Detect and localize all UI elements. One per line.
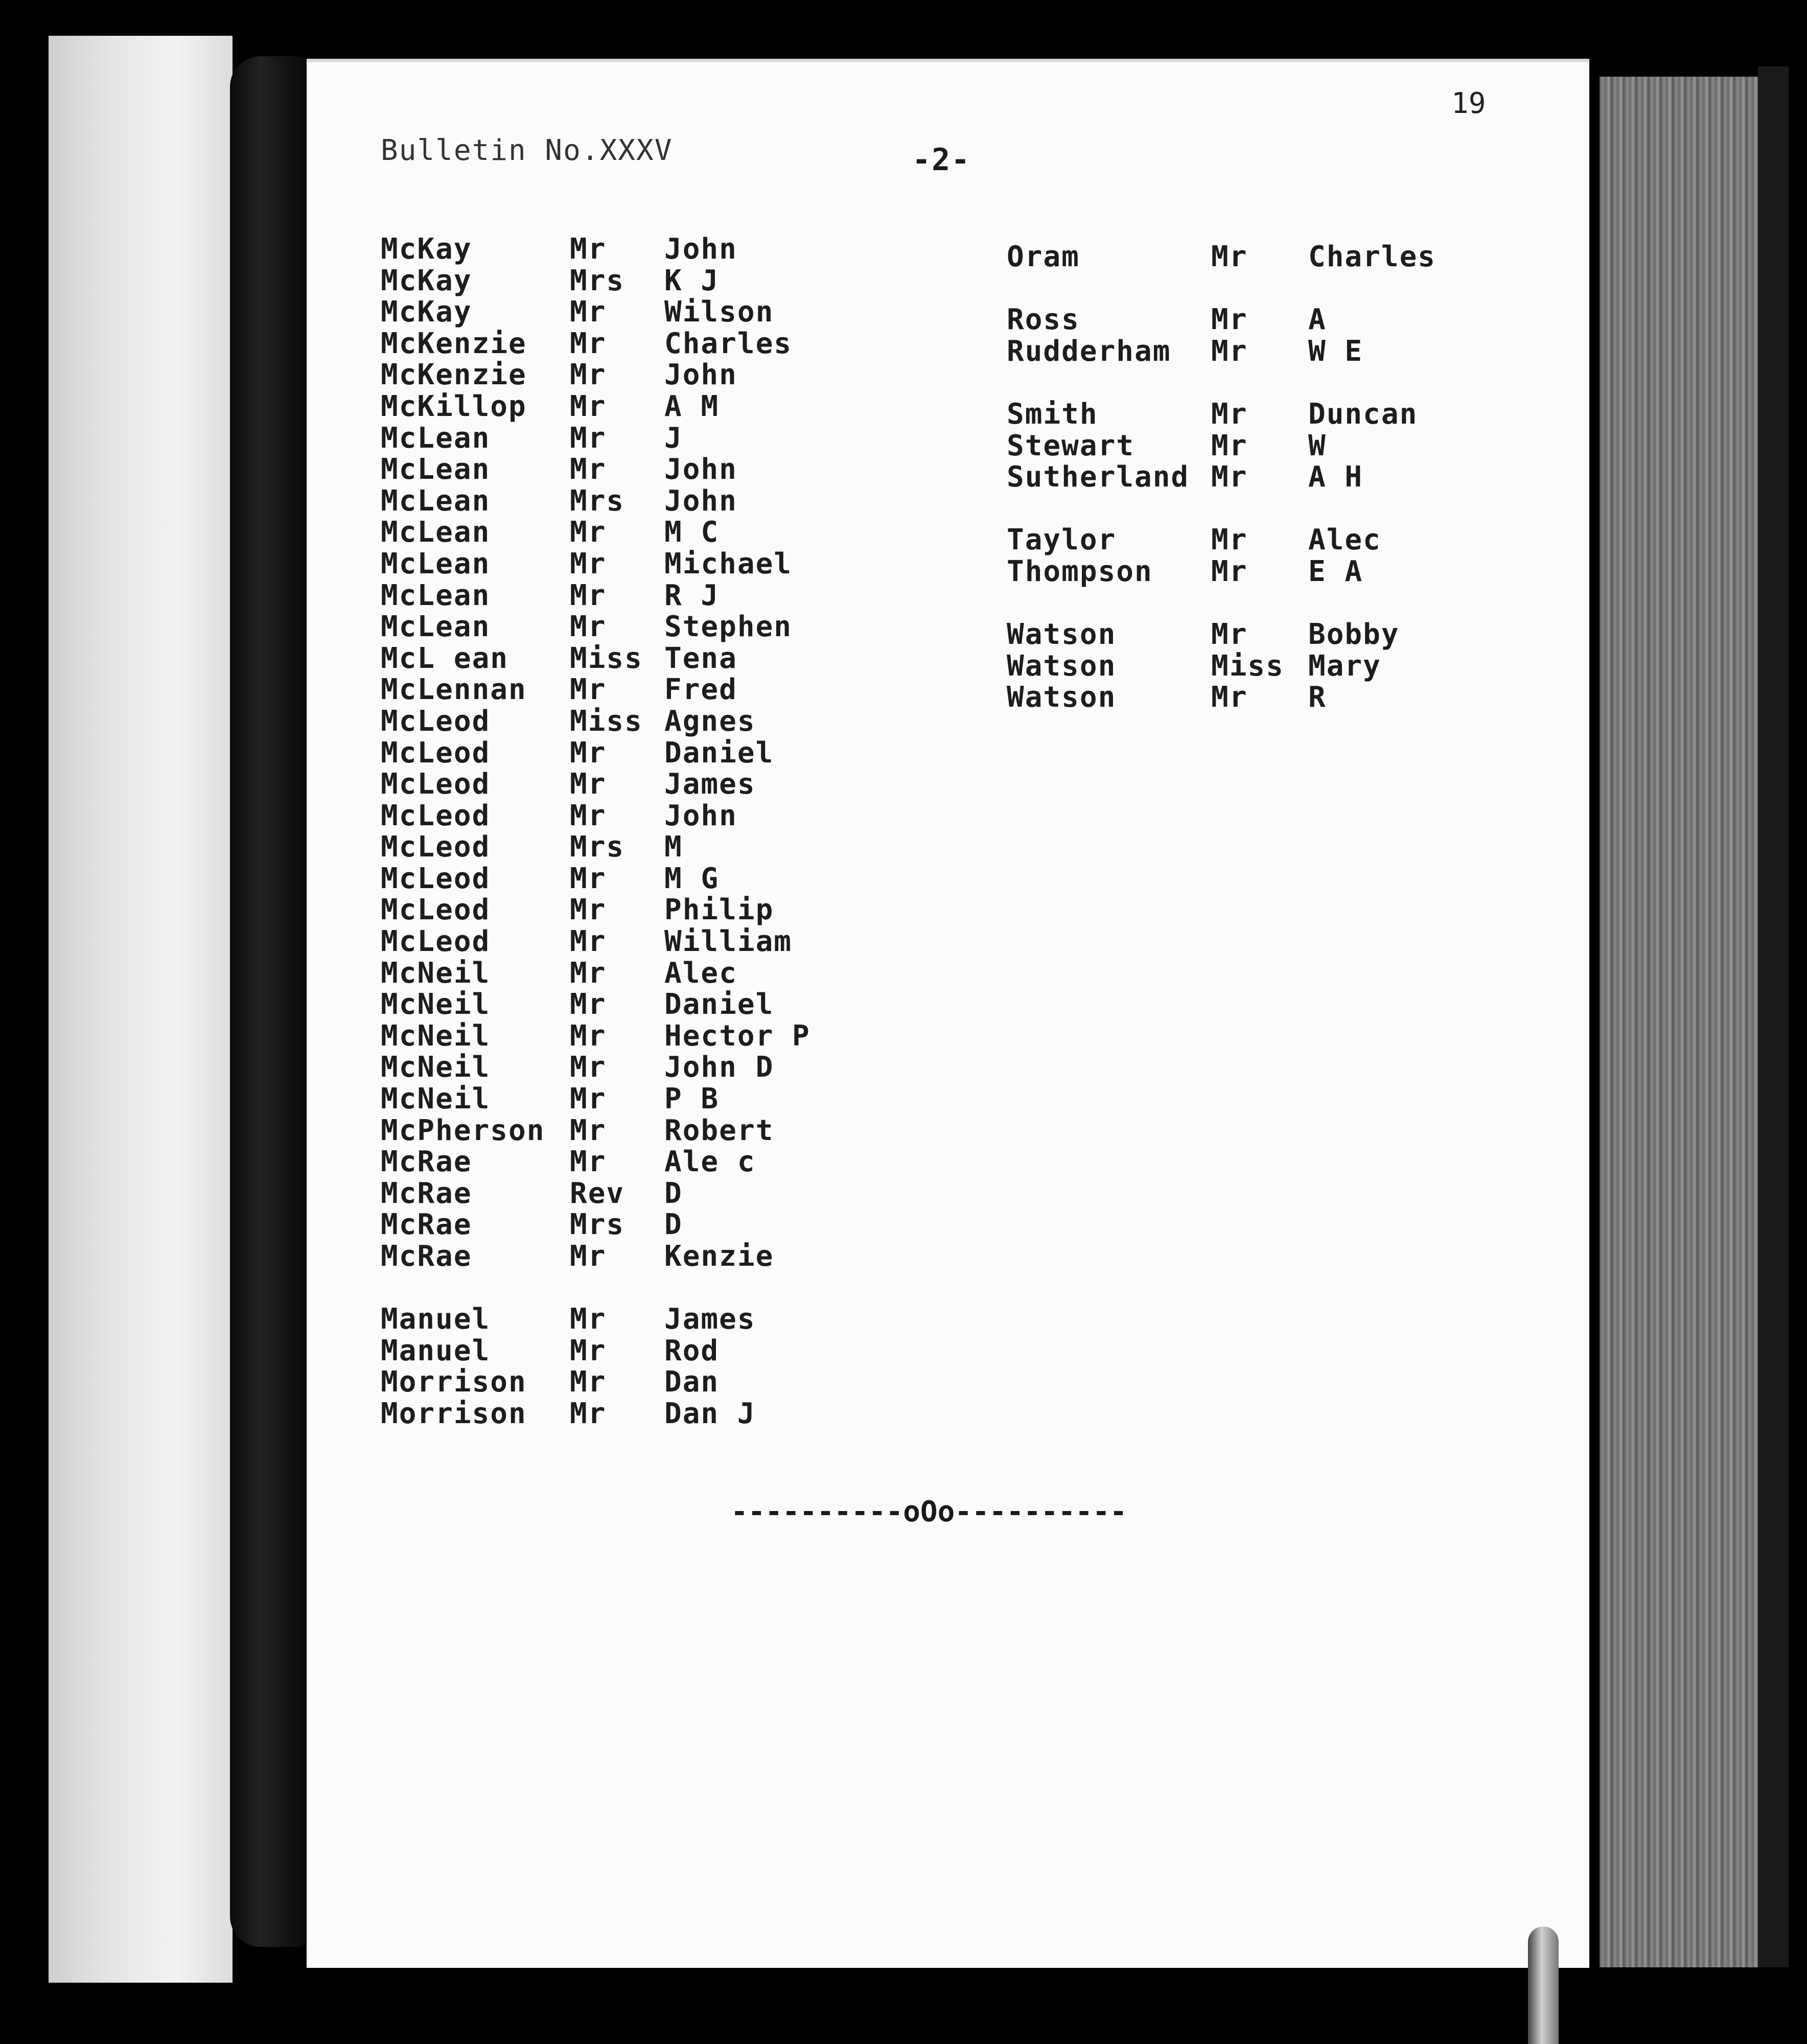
entry-surname: McNeil	[381, 988, 491, 1021]
entry-title: Mr	[570, 327, 607, 360]
entry-title: Mr	[570, 358, 607, 392]
entry-surname: Morrison	[381, 1365, 527, 1399]
entry-given: Robert	[664, 1113, 774, 1147]
entry-given: Michael	[664, 547, 793, 580]
entry-surname: McNeil	[381, 956, 491, 990]
entry-given: Duncan	[1308, 397, 1418, 431]
entry-title: Mr	[570, 862, 607, 895]
entry-surname: McLeod	[381, 925, 491, 959]
entry-surname: Morrison	[381, 1397, 527, 1430]
entry-given: R	[1308, 681, 1327, 714]
entry-given: James	[664, 768, 756, 801]
entry-surname: Watson	[1007, 618, 1117, 652]
pen-tip	[1528, 1926, 1559, 2044]
entry-title: Mr	[570, 988, 607, 1021]
entry-surname: McLean	[381, 453, 491, 486]
entry-title: Mr	[570, 736, 607, 770]
entry-title: Mr	[570, 1240, 607, 1273]
entry-given: Daniel	[664, 736, 774, 770]
entry-given: M	[664, 830, 683, 864]
entry-title: Mr	[570, 1303, 607, 1336]
entry-title: Mr	[1211, 240, 1248, 273]
entry-title: Mr	[570, 1019, 607, 1053]
entry-surname: McLeod	[381, 893, 491, 927]
entry-title: Mr	[570, 516, 607, 549]
entry-title: Miss	[570, 641, 643, 675]
entry-surname: McKay	[381, 264, 472, 297]
entry-given: Ale c	[664, 1145, 756, 1179]
entry-title: Mr	[1211, 523, 1248, 557]
entry-title: Mr	[570, 768, 607, 801]
entry-given: Charles	[1308, 240, 1437, 273]
entry-title: Mr	[570, 453, 607, 486]
entry-given: Mary	[1308, 649, 1381, 683]
entry-given: John	[664, 799, 737, 832]
entry-title: Mr	[1211, 397, 1248, 431]
entry-title: Mr	[570, 956, 607, 990]
entry-surname: Manuel	[381, 1334, 491, 1367]
entry-given: Dan J	[664, 1397, 756, 1430]
entry-surname: McLean	[381, 484, 491, 518]
entry-given: A M	[664, 389, 720, 423]
entry-surname: McNeil	[381, 1082, 491, 1116]
entry-title: Mr	[570, 799, 607, 832]
entry-given: M C	[664, 516, 720, 549]
entry-given: John	[664, 358, 737, 392]
entry-title: Mrs	[570, 830, 625, 864]
entry-given: Alec	[1308, 523, 1381, 557]
entry-given: M G	[664, 862, 720, 895]
entry-given: Rod	[664, 1334, 720, 1367]
entry-surname: Sutherland	[1007, 460, 1190, 494]
page-edges-shade	[1758, 66, 1789, 1967]
end-mark: ----------oOo----------	[731, 1495, 1127, 1528]
entry-title: Mr	[570, 547, 607, 580]
entry-surname: McLeod	[381, 799, 491, 832]
entry-given: W	[1308, 429, 1327, 462]
entry-surname: Rudderham	[1007, 334, 1171, 368]
entry-surname: McLeod	[381, 768, 491, 801]
entry-given: Fred	[664, 673, 737, 707]
entry-surname: McLean	[381, 516, 491, 549]
entry-given: John	[664, 453, 737, 486]
entry-title: Mr	[1211, 334, 1248, 368]
entry-surname: McKenzie	[381, 327, 527, 360]
entry-title: Miss	[570, 704, 643, 738]
entry-title: Mr	[1211, 554, 1248, 588]
entry-surname: McLeod	[381, 830, 491, 864]
entry-surname: McLean	[381, 421, 491, 455]
entry-title: Mr	[1211, 460, 1248, 494]
entry-surname: McLean	[381, 578, 491, 612]
entry-surname: Stewart	[1007, 429, 1135, 462]
entry-surname: McL ean	[381, 641, 509, 675]
page-number: 19	[1451, 87, 1486, 120]
entry-surname: Manuel	[381, 1303, 491, 1336]
entry-title: Mrs	[570, 264, 625, 297]
entry-given: John	[664, 484, 737, 518]
entry-surname: Taylor	[1007, 523, 1117, 557]
entry-given: J	[664, 421, 683, 455]
entry-title: Miss	[1211, 649, 1284, 683]
entry-given: William	[664, 925, 793, 959]
entry-title: Mr	[570, 389, 607, 423]
entry-title: Mr	[570, 610, 607, 644]
entry-given: Tena	[664, 641, 737, 675]
entry-surname: Ross	[1007, 303, 1080, 337]
entry-title: Mr	[570, 1397, 607, 1430]
entry-given: Stephen	[664, 610, 793, 644]
entry-title: Mr	[570, 1365, 607, 1399]
entry-given: Hector P	[664, 1019, 810, 1053]
entry-surname: McKenzie	[381, 358, 527, 392]
entry-title: Mr	[1211, 429, 1248, 462]
entry-surname: McRae	[381, 1208, 472, 1242]
entry-surname: Watson	[1007, 649, 1117, 683]
entry-given: Wilson	[664, 295, 774, 329]
entry-given: Daniel	[664, 988, 774, 1021]
entry-title: Mr	[570, 1082, 607, 1116]
entry-given: John D	[664, 1051, 774, 1084]
entry-surname: Smith	[1007, 397, 1098, 431]
entry-surname: McLeod	[381, 736, 491, 770]
entry-given: Kenzie	[664, 1240, 774, 1273]
entry-given: Agnes	[664, 704, 756, 738]
entry-title: Mr	[570, 673, 607, 707]
page-edges	[1600, 77, 1758, 1967]
entry-surname: McLean	[381, 547, 491, 580]
entry-given: A	[1308, 303, 1327, 337]
entry-title: Mr	[570, 1051, 607, 1084]
entry-given: Bobby	[1308, 618, 1400, 652]
entry-surname: Oram	[1007, 240, 1080, 273]
entry-title: Mr	[570, 421, 607, 455]
entry-surname: McLeod	[381, 704, 491, 738]
entry-surname: McKillop	[381, 389, 527, 423]
entry-given: Alec	[664, 956, 737, 990]
entry-title: Mr	[570, 233, 607, 266]
entry-surname: McKay	[381, 295, 472, 329]
entry-surname: McLeod	[381, 862, 491, 895]
entry-given: John	[664, 233, 737, 266]
entry-given: A H	[1308, 460, 1363, 494]
entry-surname: Thompson	[1007, 554, 1153, 588]
bulletin-title: Bulletin No.XXXV	[381, 134, 673, 167]
entry-given: P B	[664, 1082, 720, 1116]
entry-title: Mr	[570, 893, 607, 927]
entry-title: Rev	[570, 1176, 625, 1210]
entry-surname: McRae	[381, 1176, 472, 1210]
entry-surname: McKay	[381, 233, 472, 266]
entry-title: Mrs	[570, 1208, 625, 1242]
entry-surname: McNeil	[381, 1019, 491, 1053]
entry-surname: McNeil	[381, 1051, 491, 1084]
entry-given: Philip	[664, 893, 774, 927]
entry-surname: McLennan	[381, 673, 527, 707]
page-indicator: -2-	[912, 142, 971, 178]
entry-given: E A	[1308, 554, 1363, 588]
entry-title: Mr	[570, 1113, 607, 1147]
entry-title: Mrs	[570, 484, 625, 518]
entry-surname: McRae	[381, 1145, 472, 1179]
entry-title: Mr	[1211, 681, 1248, 714]
entry-title: Mr	[1211, 618, 1248, 652]
entry-given: Charles	[664, 327, 793, 360]
entry-given: Dan	[664, 1365, 720, 1399]
entry-given: W E	[1308, 334, 1363, 368]
entry-surname: McLean	[381, 610, 491, 644]
entry-title: Mr	[1211, 303, 1248, 337]
entry-title: Mr	[570, 1145, 607, 1179]
entry-given: K J	[664, 264, 720, 297]
entry-title: Mr	[570, 578, 607, 612]
entry-title: Mr	[570, 925, 607, 959]
entry-given: R J	[664, 578, 720, 612]
entry-surname: McPherson	[381, 1113, 545, 1147]
entry-title: Mr	[570, 295, 607, 329]
entry-given: D	[664, 1208, 683, 1242]
entry-title: Mr	[570, 1334, 607, 1367]
entry-given: D	[664, 1176, 683, 1210]
entry-given: James	[664, 1303, 756, 1336]
entry-surname: McRae	[381, 1240, 472, 1273]
entry-surname: Watson	[1007, 681, 1117, 714]
facing-page-strip	[49, 36, 233, 1983]
book-gutter-shadow	[230, 56, 317, 1947]
